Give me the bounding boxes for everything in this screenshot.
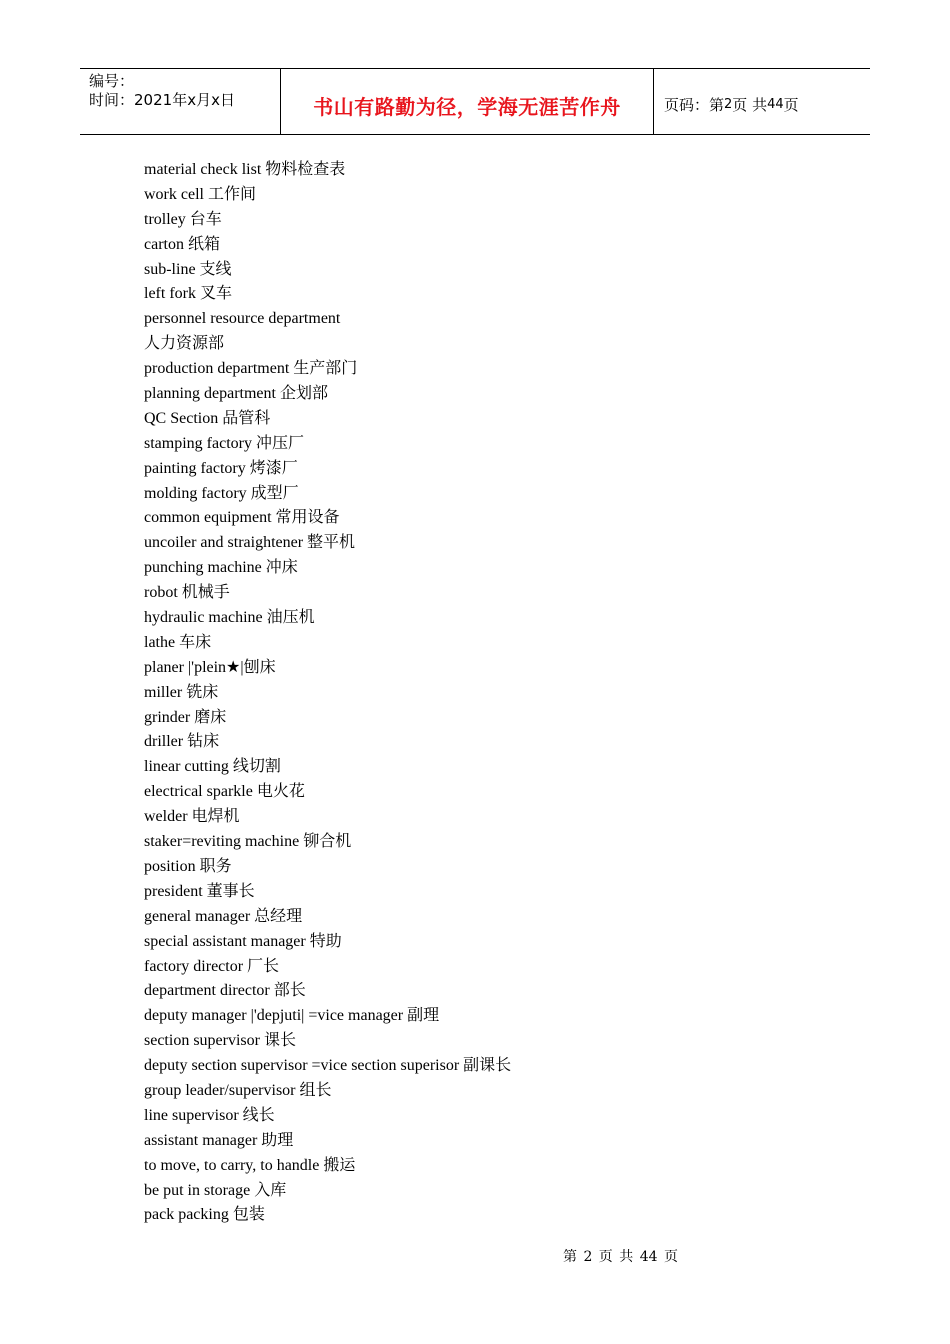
page-prefix: 页码：第 xyxy=(664,95,725,114)
list-item: president 董事长 xyxy=(144,882,255,900)
list-item: grinder 磨床 xyxy=(144,708,227,726)
page-total: 44 xyxy=(767,96,784,112)
list-item: painting factory 烤漆厂 xyxy=(144,459,298,477)
list-item: hydraulic machine 油压机 xyxy=(144,609,315,627)
list-item: lathe 车床 xyxy=(144,633,212,651)
list-item: sub-line 支线 xyxy=(144,260,232,278)
page-footer: 第 2 页 共 44 页 xyxy=(563,1249,678,1265)
list-item: group leader/supervisor 组长 xyxy=(144,1081,332,1099)
header-page-cell xyxy=(654,69,870,135)
list-item: deputy section supervisor =vice section superisor 副课长 xyxy=(144,1057,512,1075)
list-item: driller 钻床 xyxy=(144,733,220,751)
list-item: miller 铣床 xyxy=(144,683,219,701)
list-item: deputy manager |'depjuti| =vice manager 副理 xyxy=(144,1007,440,1025)
list-item: common equipment 常用设备 xyxy=(144,509,340,527)
page-suffix: 页 xyxy=(783,95,799,114)
list-item: QC Section 品管科 xyxy=(144,409,271,427)
vocabulary-list xyxy=(144,158,511,1228)
list-item: line supervisor 线长 xyxy=(144,1106,275,1124)
list-item: material check list 物料检查表 xyxy=(144,161,346,178)
list-item: 人力资源部 xyxy=(144,335,225,353)
list-item: robot 机械手 xyxy=(144,584,230,602)
list-item: production department 生产部门 xyxy=(144,360,358,378)
list-item: assistant manager 助理 xyxy=(144,1131,294,1149)
list-item: trolley 台车 xyxy=(144,210,222,228)
list-item: be put in storage 入库 xyxy=(144,1181,287,1199)
list-item: personnel resource department xyxy=(144,310,341,328)
list-item: welder 电焊机 xyxy=(144,808,240,826)
time-label: 时间： xyxy=(89,91,135,109)
list-item: uncoiler and straightener 整平机 xyxy=(144,534,356,552)
page-mid: 页 共 xyxy=(732,95,768,114)
list-item: linear cutting 线切割 xyxy=(144,758,281,776)
page-header xyxy=(80,68,870,135)
list-item: electrical sparkle 电火花 xyxy=(144,783,305,801)
header-motto-cell xyxy=(281,69,654,135)
header-info-cell xyxy=(80,69,281,135)
list-item: stamping factory 冲压厂 xyxy=(144,434,304,452)
list-item: general manager 总经理 xyxy=(144,907,303,925)
list-item: staker=reviting machine 铆合机 xyxy=(144,833,352,851)
page-current: 2 xyxy=(724,96,733,112)
list-item: punching machine 冲床 xyxy=(144,559,298,577)
list-item: molding factory 成型厂 xyxy=(144,484,299,502)
list-item: to move, to carry, to handle 搬运 xyxy=(144,1156,356,1174)
motto-text: 书山有路勤为径，学海无涯苦作舟 xyxy=(313,94,621,119)
time-line xyxy=(89,91,280,110)
list-item: left fork 叉车 xyxy=(144,285,232,303)
list-item: position 职务 xyxy=(144,857,232,875)
serial-number-label: 编号： xyxy=(89,72,135,90)
list-item: special assistant manager 特助 xyxy=(144,932,342,950)
list-item: planning department 企划部 xyxy=(144,385,328,403)
list-item: work cell 工作间 xyxy=(144,185,256,203)
list-item: planer |'plein★|刨床 xyxy=(144,658,276,676)
list-item: pack packing 包装 xyxy=(144,1206,265,1224)
list-item: section supervisor 课长 xyxy=(144,1032,296,1050)
time-value: 2021年x月x日 xyxy=(134,91,235,109)
list-item: department director 部长 xyxy=(144,982,306,1000)
list-item: factory director 厂长 xyxy=(144,957,280,975)
list-item: carton 纸箱 xyxy=(144,235,220,253)
